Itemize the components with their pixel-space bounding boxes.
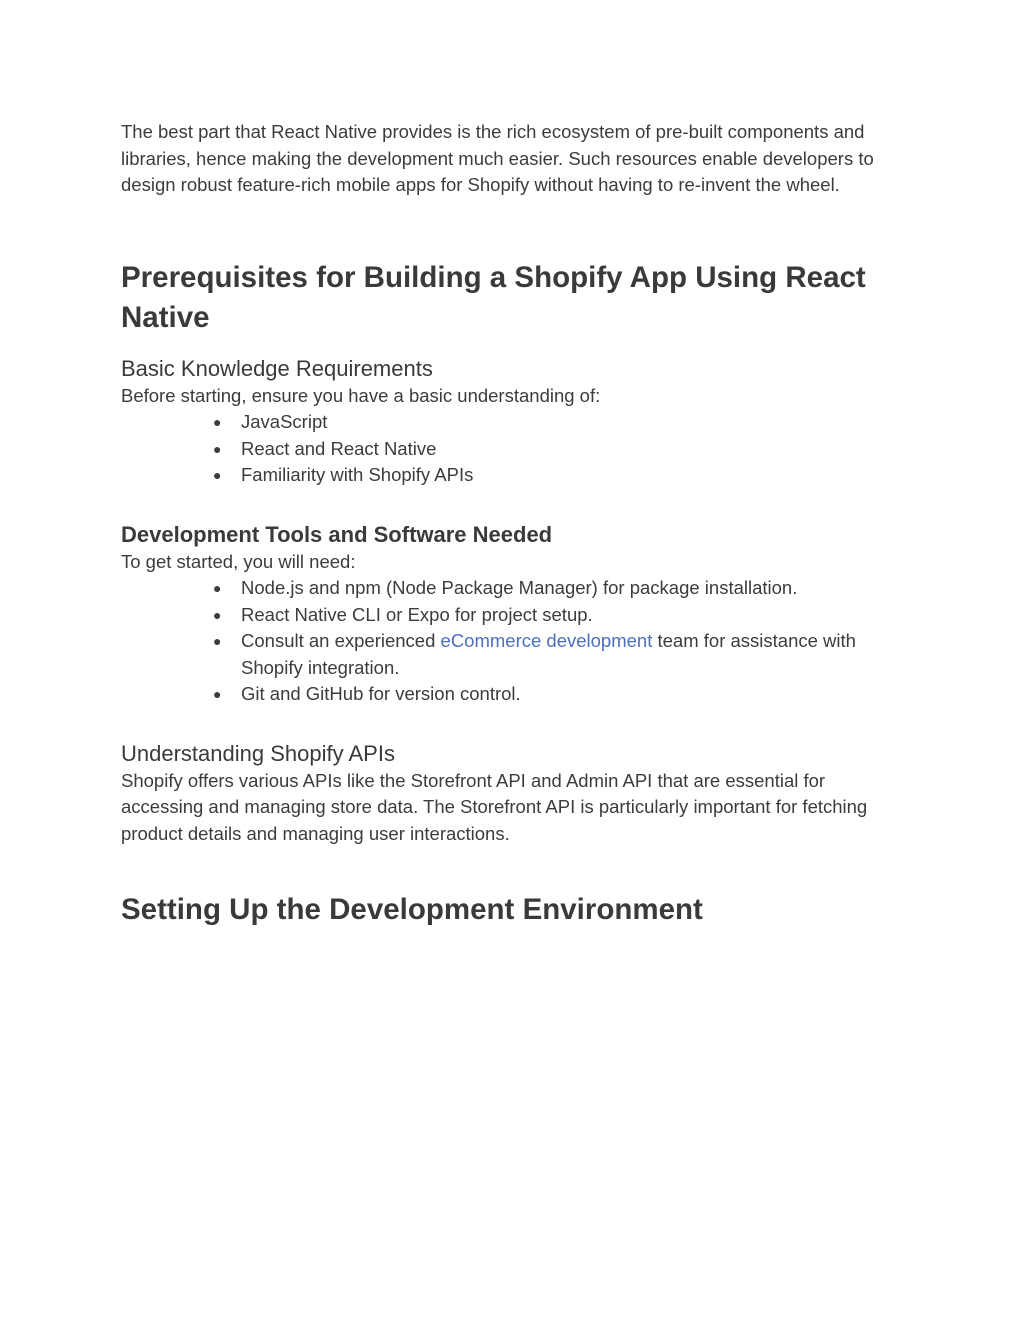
basic-knowledge-heading: Basic Knowledge Requirements — [121, 355, 433, 381]
dev-tools-list — [121, 575, 901, 708]
intro-paragraph: The best part that React Native provides is the rich ecosystem of pre-built components and libraries, hence making the development much easier. Such resources enable developers to design robust feature-rich mobile apps for Shopify without having to re-invent the wheel. — [121, 121, 874, 195]
dev-tools-heading: Development Tools and Software Needed — [121, 521, 553, 547]
list-item-text: React Native CLI or Expo for project setup. — [241, 603, 593, 625]
consult-text-before: Consult an experienced — [241, 630, 441, 651]
bullet-icon: ● — [213, 440, 222, 457]
dev-tools-lead: To get started, you will need: — [121, 550, 356, 572]
list-item — [121, 681, 901, 708]
bullet-icon: ● — [213, 686, 222, 702]
list-item-text: React and React Native — [241, 437, 437, 459]
document-page — [121, 119, 901, 930]
bullet-icon: ● — [213, 467, 222, 483]
list-item-text: JavaScript — [241, 411, 328, 432]
bullet-icon: ● — [213, 414, 222, 430]
basic-knowledge-lead: Before starting, ensure you have a basic understanding of: — [121, 384, 601, 406]
list-item-text: Familiarity with Shopify APIs — [241, 464, 474, 485]
setup-heading: Setting Up the Development Environment — [121, 893, 703, 926]
list-item — [121, 436, 901, 463]
apis-heading: Understanding Shopify APIs — [121, 740, 395, 766]
list-item — [121, 462, 901, 489]
prerequisites-heading: Prerequisites for Building a Shopify App Using React Native — [121, 260, 866, 334]
list-item — [121, 602, 901, 629]
bullet-icon: ● — [213, 606, 222, 623]
list-item-text: Node.js and npm (Node Package Manager) for package installation. — [241, 577, 798, 598]
list-item — [121, 575, 901, 602]
bullet-icon: ● — [213, 580, 222, 596]
bullet-icon: ● — [213, 633, 222, 649]
apis-paragraph: Shopify offers various APIs like the Storefront API and Admin API that are essential for accessing and managing store data. The Storefront API is particularly important for fetching product details and managing user interactions. — [121, 769, 868, 844]
consult-text-after: team for assistance with Shopify integration. — [241, 630, 856, 678]
spacer — [121, 708, 901, 740]
spacer — [121, 489, 901, 521]
basic-knowledge-list — [121, 409, 901, 489]
list-item — [121, 409, 901, 436]
list-item — [121, 628, 901, 681]
list-item-text: Git and GitHub for version control. — [241, 683, 521, 704]
ecommerce-development-link[interactable]: eCommerce development — [440, 630, 653, 651]
